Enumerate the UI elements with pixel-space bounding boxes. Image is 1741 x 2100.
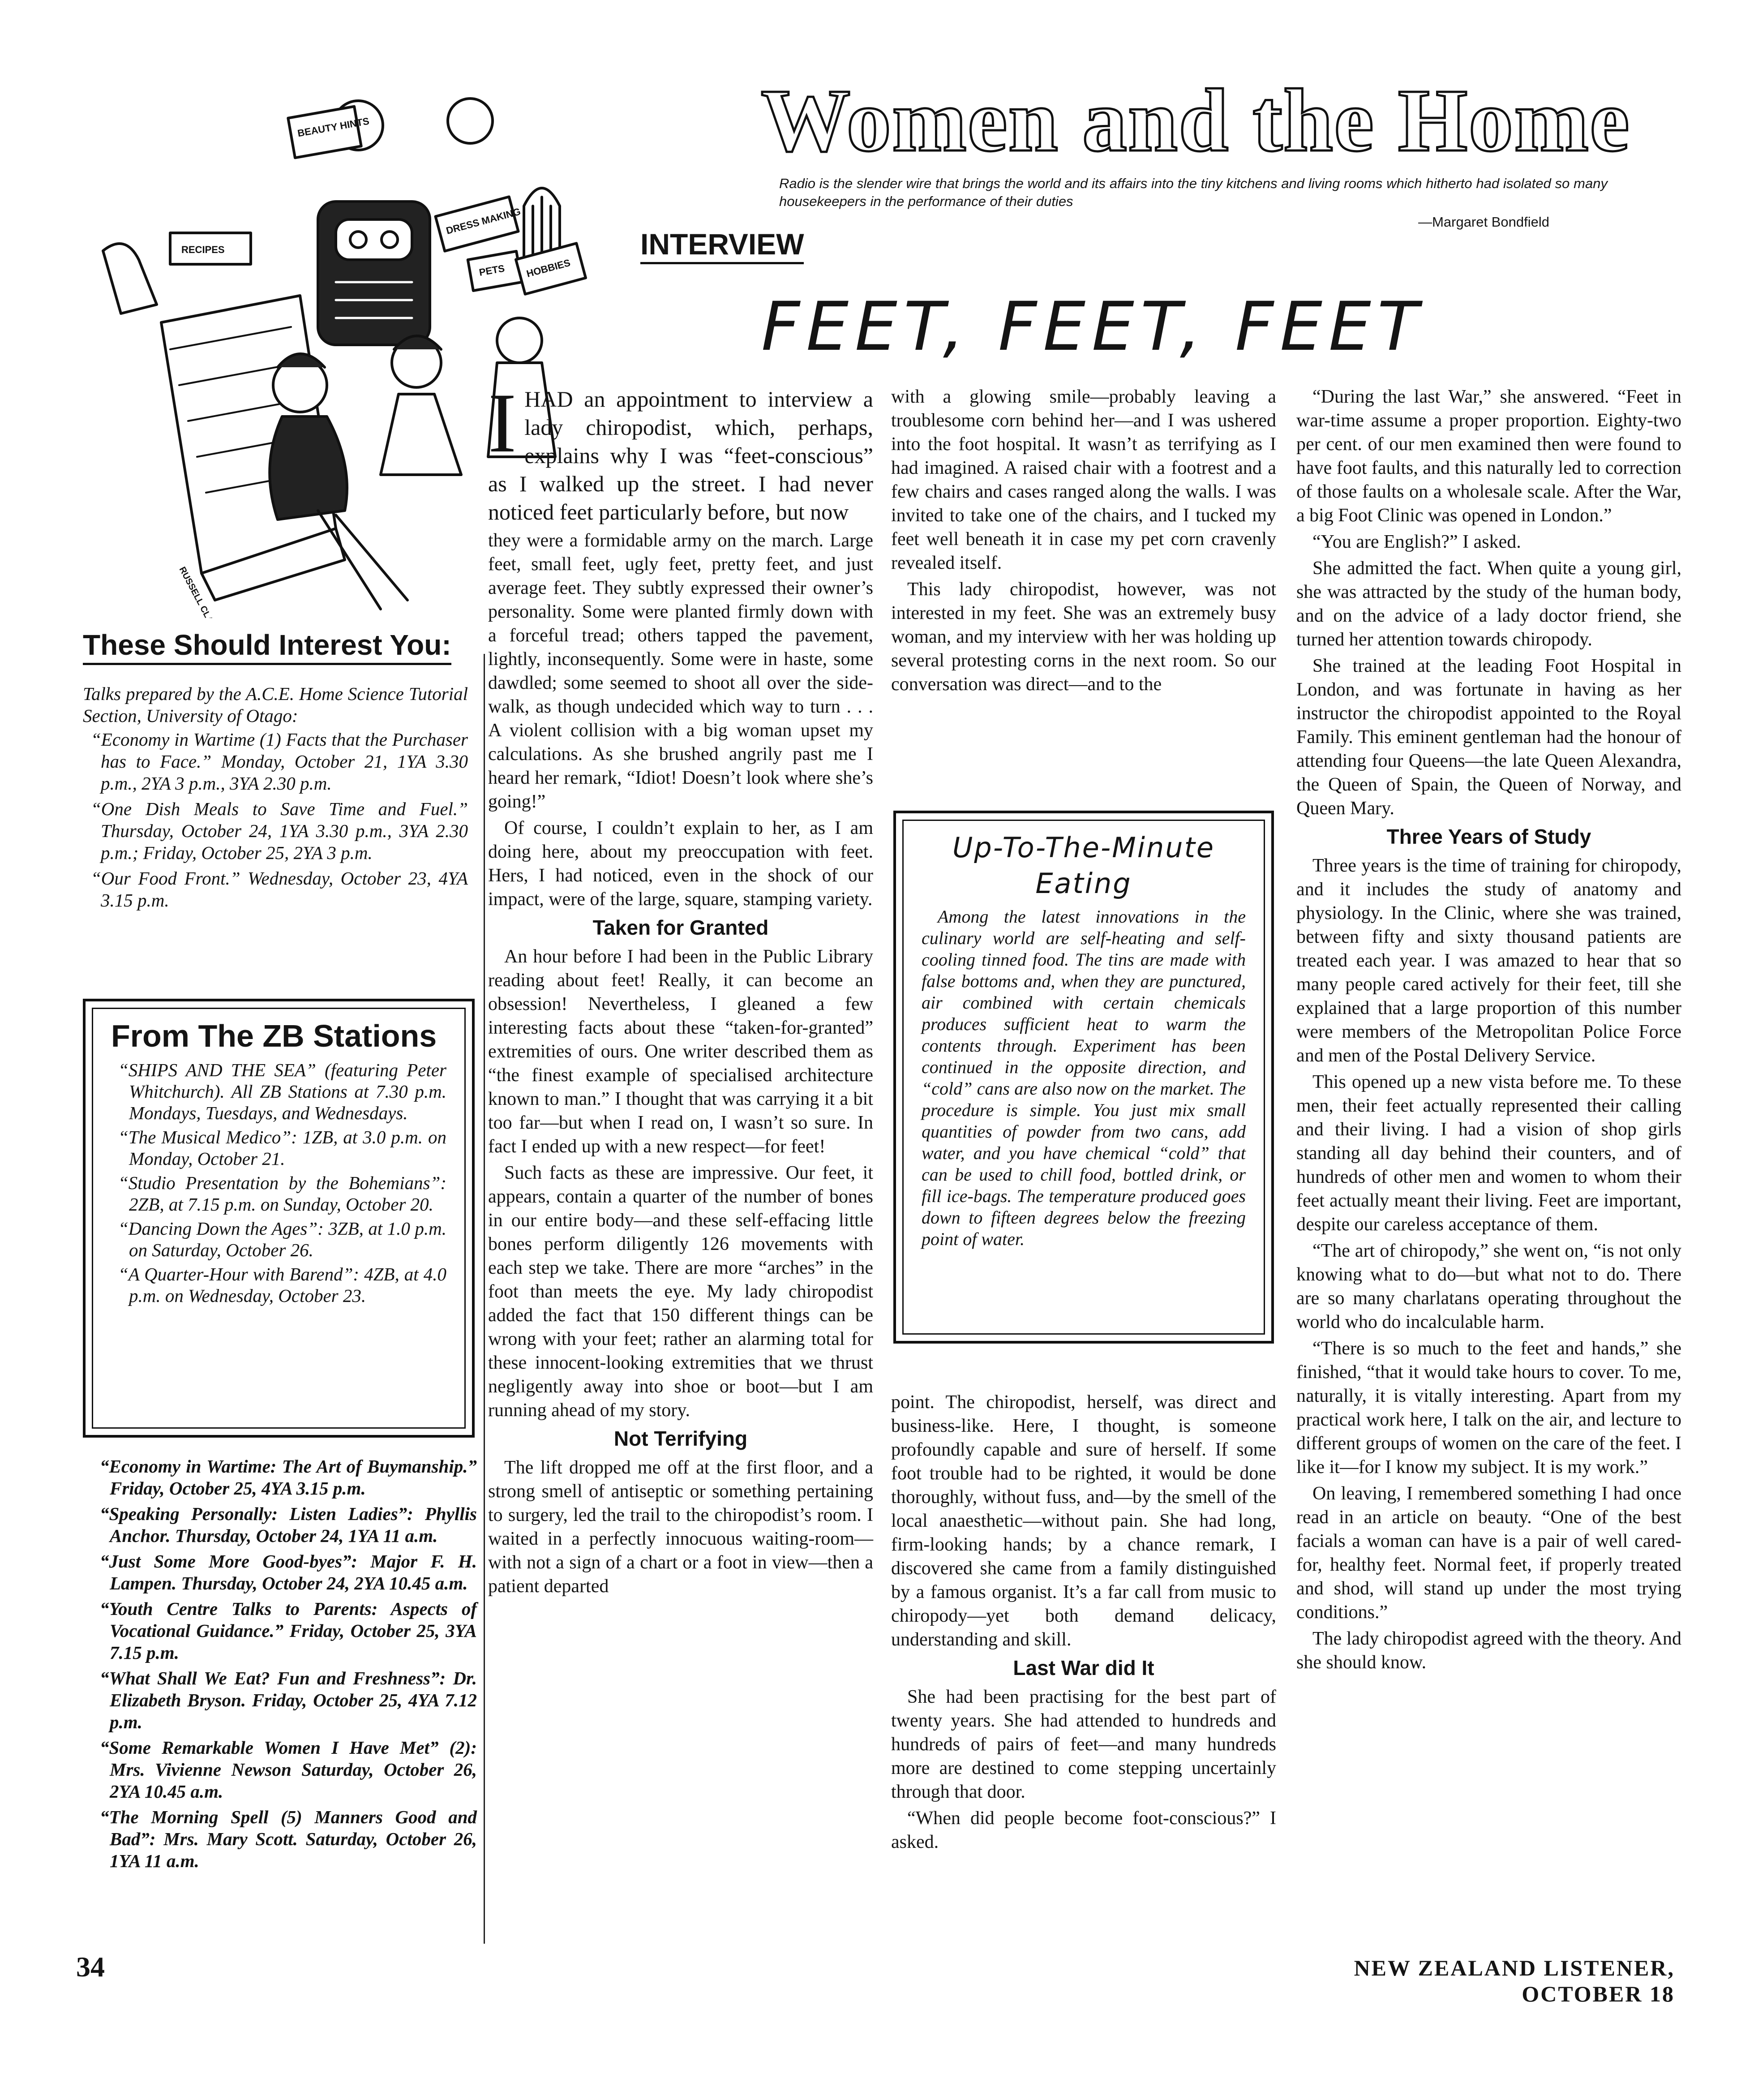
article-paragraph: “You are English?” I asked. [1312,532,1521,552]
feature-box-body: Among the latest innovations in the culinary world are self-heating and self-cooling tinned food. The tins are made with false bottoms and, when they are punctured, air combined with certain chemicals produces sufficient heat to warm the contents through. Experiment has been continued in the opposite direction, and “cold” cans are also now on the market. The procedure is simple. You just mix small quantities of powder from two cans, add water, and you have chemical “cold” that can be used to chill food, bottled drink, or fill ice-bags. The temperature produced goes down to fifteen degrees below the freezing point of water. [922,906,1246,1249]
talk-item: “Just Some More Good-byes”: Major F. H. Lampen. Thursday, October 24, 2YA 10.45 a.m. [100,1551,477,1593]
article-paragraph: She trained at the leading Foot Hospital in London, and was fortunate in having as her instructor the chiropodist appointed to the Royal Family. This eminent gentleman had the honour of attending four Queens—the late Queen Alexandra, the Queen of Spain, the Queen of Norway, and Queen Mary. [1296,656,1681,819]
column-divider [484,654,485,1944]
article-column-1 [488,376,873,1601]
talk-item: “One Dish Meals to Save Time and Fuel.” Thursday, October 24, 1YA 3.30 p.m., 3YA 2.30 p.m.; Friday, October 25, 2YA 3 p.m. [91,799,468,863]
sidebar-intro: Talks prepared by the A.C.E. Home Science Tutorial Section, University of Otago: [83,683,468,726]
subheading: Taken for Granted [592,916,769,939]
zb-item: “SHIPS AND THE SEA” (featuring Peter Whitchurch). All ZB Stations at 7.30 p.m. Mondays, Tuesdays, and Wednesdays. [118,1060,446,1123]
zb-item: “Studio Presentation by the Bohemians”: 2ZB, at 7.15 p.m. on Sunday, October 20. [118,1172,446,1215]
sign-pets: PETS [478,262,506,278]
zb-stations-box [83,999,475,1438]
article-paragraph: “When did people become foot-conscious?” I asked. [891,1808,1276,1852]
article-paragraph: An hour before I had been in the Public Library reading about feet! Really, it can become an obsession! Nevertheless, I gleaned a few interesting facts about these “taken-for-granted” extremities of ours. One writer described them as “the finest example of specialised architecture known to man.” I thought that was carrying it a bit too far—but when I read on, I wasn’t so sure. In fact I ended up with a new respect—for feet! [488,946,873,1157]
zb-item: “The Musical Medico”: 1ZB, at 3.0 p.m. on Monday, October 21. [118,1127,446,1169]
zb-stations-title: From The ZB Stations [111,1018,437,1053]
illustration-signature: RUSSELL CLARK [177,565,222,618]
talk-item: “Speaking Personally: Listen Ladies”: Phyllis Anchor. Thursday, October 24, 1YA 11 a.m. [100,1503,477,1546]
sign-beauty-hints: BEAUTY HINTS [296,115,370,139]
sign-recipes: RECIPES [181,244,225,255]
section-label: INTERVIEW [640,226,804,264]
article-paragraph: point. The chiropodist, herself, was direct and business-like. Here, I thought, is someone profoundly capable and sure of herself. If some foot trouble had to be righted, it would be done thoroughly, without fuss, and—by the smell of the local anaesthetic—without pain. She had long, firm-looking hands; by a chance remark, I discovered she came from a family distinguished by a famous organist. It’s a far call from music to chiropody—yet both demand delicacy, understanding and skill. [891,1392,1276,1650]
article-column-2 [891,385,1276,699]
masthead-title: Women and the Home [761,71,1630,170]
talk-item: “What Shall We Eat? Fun and Freshness”: Dr. Elizabeth Bryson. Friday, October 25, 4YA 7.12 p.m. [100,1668,477,1732]
subheading: Last War did It [1013,1656,1154,1679]
article-paragraph: Such facts as these are impressive. Our feet, it appears, contain a quarter of the number of bones in our entire body—and these self-effacing little bones perform diligently 126 movements with each step we take. There are more “arches” in the foot than meets the eye. My lady chiropodist added the fact that 150 different things can be wrong with your feet; rather an alarming total for these innocent-looking extremities that we thrust negligently away into shoe or boot—but I am running ahead of my story. [488,1163,873,1421]
sidebar-title: These Should Interest You: [83,627,451,665]
article-paragraph: This lady chiropodist, however, was not interested in my feet. She was an extremely busy woman, and my interview with her was holding up several protesting corns in the next room. So our conversation was direct—and to the [891,579,1276,695]
zb-item: “A Quarter-Hour with Barend”: 4ZB, at 4.0 p.m. on Wednesday, October 23. [118,1264,446,1306]
article-paragraph: This opened up a new vista before me. To these men, their feet actually represented their calling and their living. I had a vision of shop girls standing all day behind their counters, and of hundreds of other men and women to whom their feet actually meant their living. Feet are important, despite our careless acceptance of them. [1296,1072,1681,1235]
talk-item: “Economy in Wartime (1) Facts that the Purchaser has to Face.” Monday, October 21, 1YA 3.30 p.m., 2YA 3 p.m., 3YA 2.30 p.m. [91,729,468,794]
article-paragraph: Of course, I couldn’t explain to her, as I am doing here, about my preoccupation with feet. Hers, I had noticed, even in the shock of our impact, were of the large, square, stamping variety. [488,818,873,910]
sidebar-more-talks [92,1456,477,1876]
quote-author: —Margaret Bondfield [1418,214,1549,230]
article-paragraph: “During the last War,” she answered. “Feet in war-time assume a proper proportion. Eighty-two per cent. of our men examined then were found to have foot faults, and this naturally led to correction of those faults on a wholesale scale. After the War, a big Foot Clinic was opened in London.” [1296,387,1681,526]
publication-footer: NEW ZEALAND LISTENER, OCTOBER 18 [1354,1955,1675,2006]
article-paragraph: Three years is the time of training for chiropody, and it includes the study of anatomy and physiology. In the Clinic, where she was trained, between fifty and sixty thousand patients are treated each year. I was amazed to hear that so many people cared actively for their feet, till she explained that a large proportion of this number were members of the Metropolitan Police Force and men of the Postal Delivery Service. [1296,855,1681,1066]
talk-item: “Economy in Wartime: The Art of Buymanship.” Friday, October 25, 4YA 3.15 p.m. [100,1456,477,1499]
talk-item: “Youth Centre Talks to Parents: Aspects of Vocational Guidance.” Friday, October 25, 3YA 7.15 p.m. [100,1598,477,1663]
feature-box-title: Up-To-The-Minute Eating [952,831,1215,900]
subheading: Not Terrifying [613,1427,748,1450]
article-column-2-continued [891,1391,1276,1857]
sign-dress-making: DRESS MAKING [445,206,522,236]
article-paragraph: “The art of chiropody,” she went on, “is not only knowing what to do—but what not to do. There are so many charlatans operating throughout the world who do incalculable harm. [1296,1241,1681,1332]
talk-item: “The Morning Spell (5) Manners Good and Bad”: Mrs. Mary Scott. Saturday, October 26, 1YA 11 a.m. [100,1807,477,1871]
article-headline: FEET, FEET, FEET [761,288,1425,366]
article-paragraph: with a glowing smile—probably leaving a troublesome corn behind her—and I was ushered into the foot hospital. It wasn’t as terrifying as I had imagined. A raised chair with a footrest and a few chairs and cases ranged along the walls. I was invited to take one of the chairs, and I tucked my feet well beneath it in case my pet corn cravenly revealed itself. [891,387,1276,573]
article-paragraph: they were a formidable army on the march. Large feet, small feet, ugly feet, pretty feet, and just average feet. They subtly expressed their owner’s personality. Some were planted firmly down with a forceful tread; others tapped the pavement, lightly, inconsequently. Some were in haste, some dawdled; some seemed to shoot all over the side-walk, as though undecided which way to turn . . . A violent collision with a big woman upset my calculations. As she brushed angrily past me I heard her remark, “Idiot! Doesn’t look where she’s going!” [488,530,873,812]
subheading: Three Years of Study [1386,825,1591,848]
article-paragraph: On leaving, I remembered something I had once read in an article on beauty. “One of the best facials a woman can have is a pair of well cared-for, healthy feet. Normal feet, if properly treated and shod, will stand up under the most trying conditions.” [1296,1483,1681,1623]
talk-item: “Some Remarkable Women I Have Met” (2): Mrs. Vivienne Newson Saturday, October 26, 2YA 10.45 a.m. [100,1737,477,1802]
article-paragraph: She admitted the fact. When quite a young girl, she was attracted by the study of the human body, and on the advice of a lady doctor friend, she turned her attention towards chiropody. [1296,558,1681,650]
zb-item: “Dancing Down the Ages”: 3ZB, at 1.0 p.m. on Saturday, October 26. [118,1218,446,1260]
sign-hobbies: HOBBIES [525,257,572,279]
article-paragraph: She had been practising for the best part of twenty years. She had attended to hundreds and hundreds of pairs of feet—and many hundreds more are destined to come stepping uncertainly through that door. [891,1687,1276,1802]
drop-cap: I [488,376,517,470]
masthead-quote: Radio is the slender wire that brings the world and its affairs into the tiny kitchens and living rooms which hitherto had isolated so many housekeepers in the performance of their duties [779,176,1608,209]
talk-item: “Our Food Front.” Wednesday, October 23, 4YA 3.15 p.m. [91,868,468,910]
page-number: 34 [76,1951,105,1983]
article-paragraph: The lady chiropodist agreed with the theory. And she should know. [1296,1628,1681,1673]
feature-box [893,811,1274,1344]
article-paragraph: The lift dropped me off at the first floor, and a strong smell of antiseptic or something pertaining to surgery, led the trail to the chiropodist’s room. I waited in a perfectly innocuous waiting-room—with not a sign of a chart or a foot in view—then a patient departed [488,1457,873,1597]
article-intro: IHAD an appointment to interview a lady chiropodist, which, perhaps, explains why I was “feet-conscious” as I walked up the street. I had never noticed feet particularly before, but now [488,376,873,524]
article-column-3 [1296,385,1681,1677]
sidebar-talks [83,683,468,915]
article-paragraph: “There is so much to the feet and hands,” she finished, “that it would take hours to cover. To me, naturally, it is vitally interesting. Apart from my practical work here, I talk on the air, and lecture to different groups of women on the care of the feet. I like it—for I know my subject. It is my work.” [1296,1338,1681,1477]
